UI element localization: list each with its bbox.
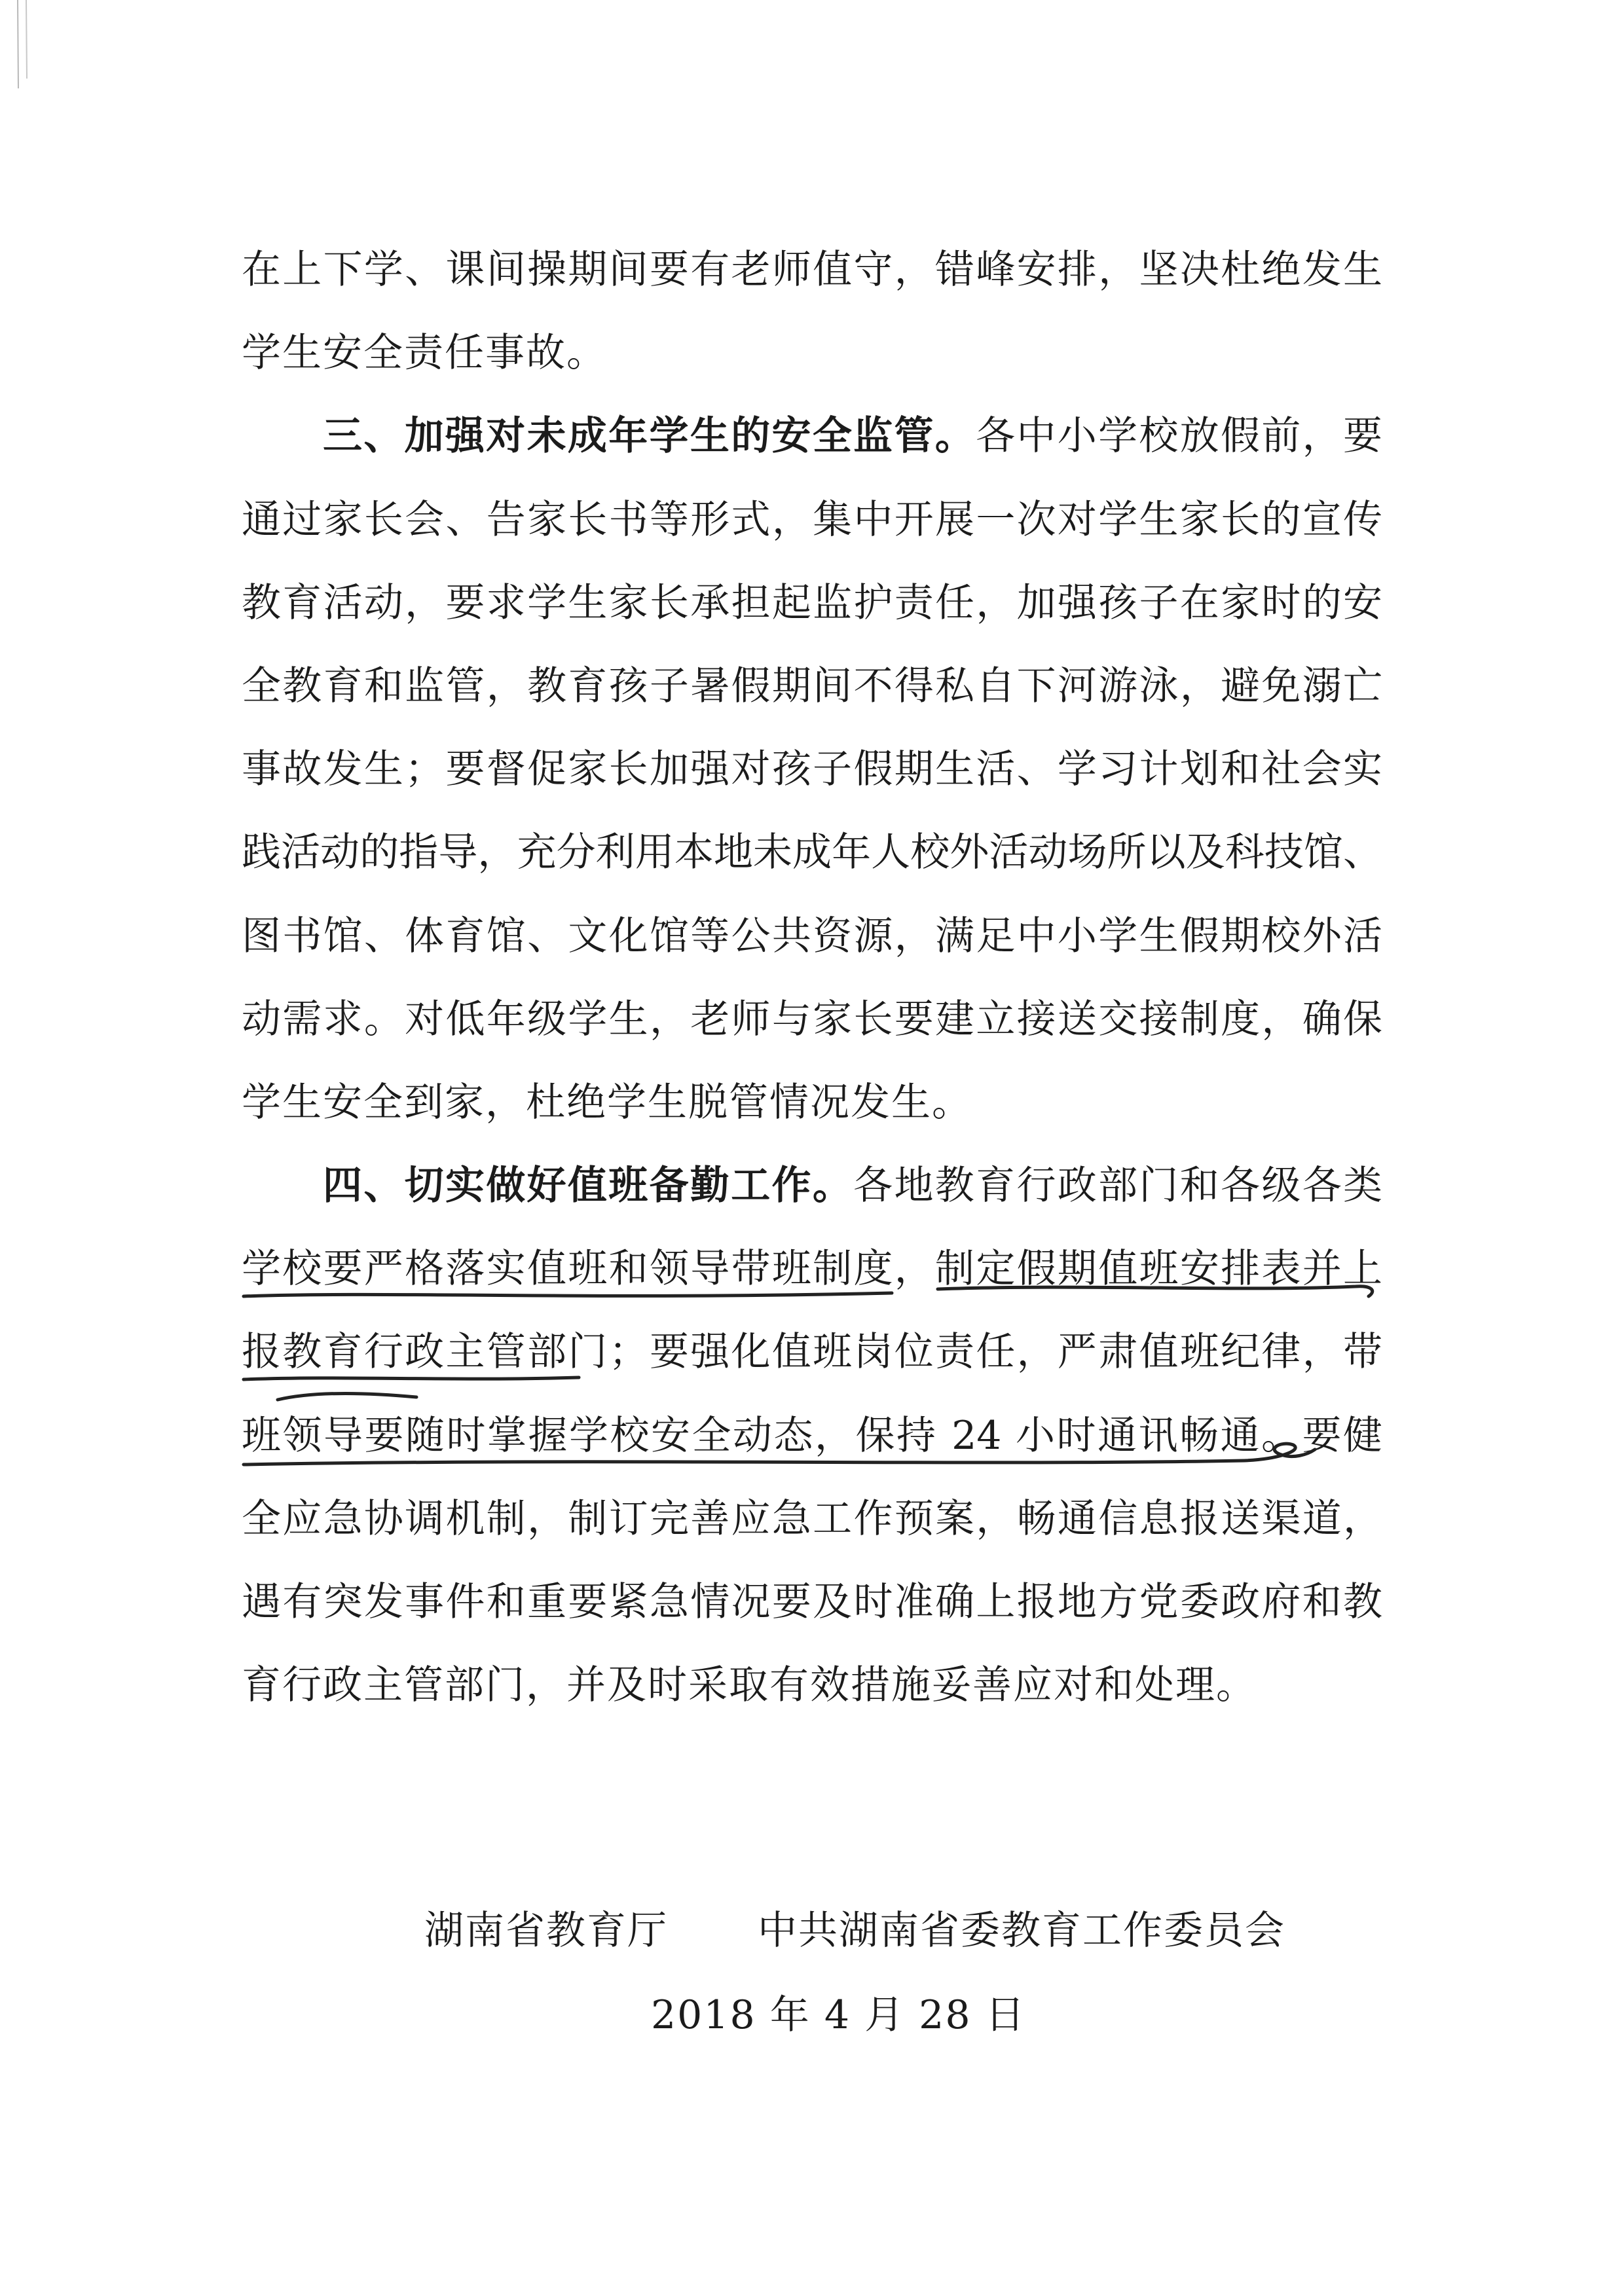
text-line: 学生安全到家，杜绝学生脱管情况发生。 bbox=[242, 1079, 972, 1125]
text-line: 学生安全责任事故。 bbox=[242, 330, 607, 376]
text-line: 报教育行政主管部门；要强化值班岗位责任，严肃值班纪律，带 bbox=[242, 1329, 1382, 1376]
issue-date: 2018 年 4 月 28 日 bbox=[651, 1992, 1026, 2038]
scan-edge-line bbox=[26, 0, 27, 79]
text-line: 动需求。对低年级学生，老师与家长要建立接送交接制度，确保 bbox=[242, 996, 1382, 1042]
text-line: 在上下学、课间操期间要有老师值守，错峰安排，坚决杜绝发生 bbox=[242, 247, 1382, 293]
text-line: 教育活动，要求学生家长承担起监护责任，加强孩子在家时的安 bbox=[242, 579, 1382, 626]
section-4-first-line bbox=[242, 1144, 1382, 1228]
text-line: 全教育和监管，教育孩子暑假期间不得私自下河游泳，避免溺亡 bbox=[242, 663, 1382, 709]
text-line: 图书馆、体育馆、文化馆等公共资源，满足中小学生假期校外活 bbox=[242, 913, 1382, 959]
section-heading: 三、加强对未成年学生的安全监管。 bbox=[323, 413, 976, 460]
text-line: 通过家长会、告家长书等形式，集中开展一次对学生家长的宣传 bbox=[242, 496, 1382, 543]
text-span: 各中小学校放假前，要 bbox=[976, 413, 1383, 460]
text-line: 遇有突发事件和重要紧急情况要及时准确上报地方党委政府和教 bbox=[242, 1579, 1382, 1625]
text-line: 学校要严格落实值班和领导带班制度，制定假期值班安排表并上 bbox=[242, 1246, 1382, 1292]
text-span: 各地教育行政部门和各级各类 bbox=[853, 1163, 1383, 1209]
text-line: 践活动的指导，充分利用本地未成年人校外活动场所以及科技馆、 bbox=[242, 829, 1382, 876]
text-line: 事故发生；要督促家长加强对孩子假期生活、学习计划和社会实 bbox=[242, 746, 1382, 793]
text-line: 全应急协调机制，制订完善应急工作预案，畅通信息报送渠道， bbox=[242, 1495, 1382, 1542]
issuer-1: 湖南省教育厅 bbox=[424, 1908, 668, 1954]
section-3-first-line bbox=[242, 395, 1382, 478]
document-body bbox=[242, 228, 1382, 1727]
issuer-2: 中共湖南省委教育工作委员会 bbox=[758, 1908, 1285, 1954]
text-line: 班领导要随时掌握学校安全动态，保持 24 小时通讯畅通。要健 bbox=[242, 1412, 1382, 1459]
text-line: 育行政主管部门，并及时采取有效措施妥善应对和处理。 bbox=[242, 1662, 1257, 1709]
section-heading: 四、切实做好值班备勤工作。 bbox=[323, 1163, 854, 1209]
